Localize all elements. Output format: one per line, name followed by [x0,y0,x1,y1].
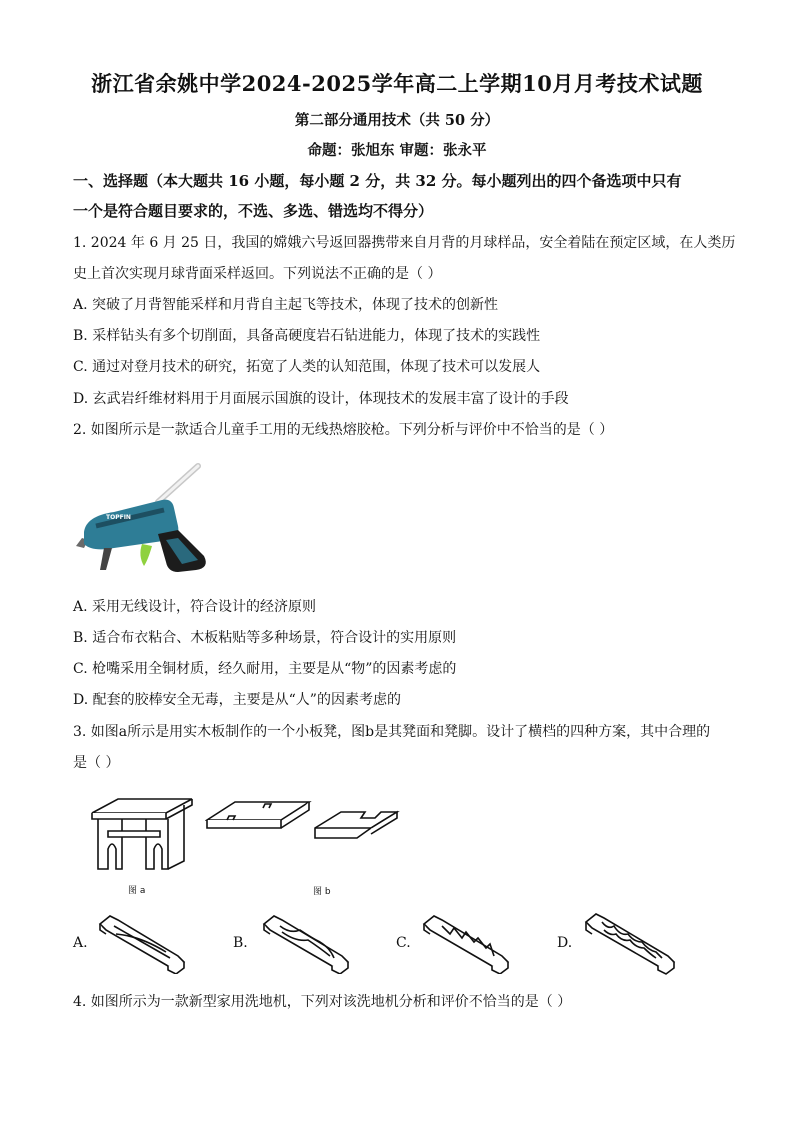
q1-option-a: A. 突破了月背智能采样和月背自主起飞等技术，体现了技术的创新性 [73,297,499,313]
authors-line: 命题：张旭东 审题：张永平 [307,142,487,159]
q1-stem-line1: 1. 2024 年 6 月 25 日，我国的嫦娥六号返回器携带来自月背的月球样品，安全着陆在预定区域，在人类历 [73,235,736,251]
q3-stem-line1: 3. 如图a所示是用实木板制作的一个小板凳，图b是其凳面和凳脚。设计了横档的四种方案，其中合理的 [73,724,711,740]
q2-option-d: D. 配套的胶棒安全无毒，主要是从“人”的因素考虑的 [73,692,401,708]
q3-option-c-label: C. [396,935,411,951]
section-heading-line2: 一个是符合题目要求的，不选、多选、错选均不得分） [73,202,434,220]
q3-stem-line2: 是（ ） [73,755,120,771]
q3-option-a-image [96,912,188,974]
q4-stem: 4. 如图所示为一款新型家用洗地机，下列对该洗地机分析和评价不恰当的是（ ） [73,994,572,1010]
q3-option-d-image [582,910,678,976]
q3-option-d-label: D. [557,935,573,951]
q3-option-a-label: A. [73,935,88,951]
q2-option-a: A. 采用无线设计，符合设计的经济原则 [73,599,317,615]
stool-parts-figure-b [205,798,405,897]
q1-stem-line2: 史上首次实现月球背面采样返回。下列说法不正确的是（ ） [73,266,442,282]
q1-option-b: B. 采样钻头有多个切削面，具备高硬度岩石钻进能力，体现了技术的实践性 [73,328,541,344]
stool-figure-a [88,795,198,896]
fig-b-caption: 图 b [313,887,331,897]
q2-stem: 2. 如图所示是一款适合儿童手工用的无线热熔胶枪。下列分析与评价中不恰当的是（ ） [73,422,614,438]
section-heading-line1: 一、选择题（本大题共 16 小题，每小题 2 分，共 32 分。每小题列出的四个备选项中只有 [73,172,682,190]
q3-option-b-label: B. [233,935,248,951]
fig-a-caption: 图 a [128,886,146,896]
page-title: 浙江省余姚中学2024-2025学年高二上学期10月月考技术试题 [91,71,703,96]
part-heading: 第二部分通用技术（共 50 分） [294,112,500,129]
q3-option-b-image [260,912,352,974]
glue-gun-image [74,460,214,575]
q1-option-d: D. 玄武岩纤维材料用于月面展示国旗的设计，体现技术的发展丰富了设计的手段 [73,391,569,407]
glue-gun-brand-text: TOPFIN [106,514,131,521]
q2-option-c: C. 枪嘴采用全铜材质，经久耐用，主要是从“物”的因素考虑的 [73,661,457,677]
q3-option-c-image [420,912,512,974]
q1-option-c: C. 通过对登月技术的研究，拓宽了人类的认知范围，体现了技术可以发展人 [73,359,541,375]
q2-option-b: B. 适合布衣粘合、木板粘贴等多种场景，符合设计的实用原则 [73,630,457,646]
